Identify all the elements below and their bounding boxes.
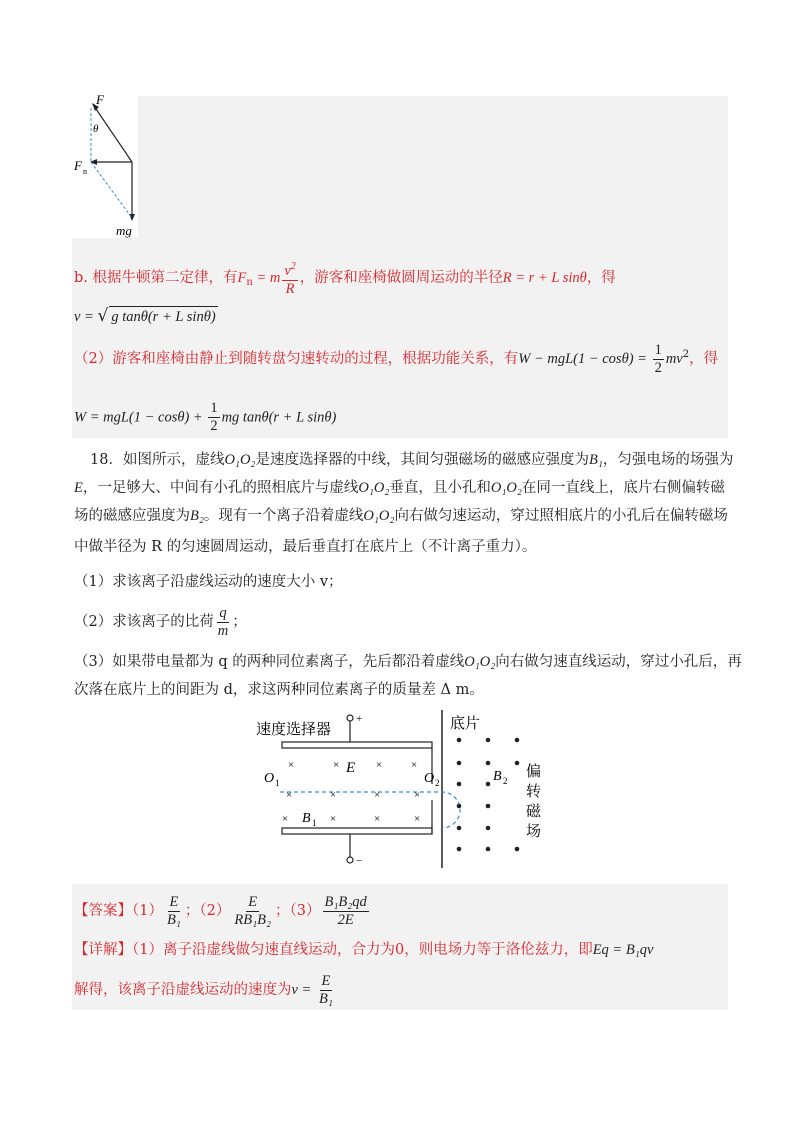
- eq-m: = m: [252, 270, 281, 286]
- half-frac: $\frac{1}{2}$: [654, 341, 662, 376]
- magnetic-field-dots: [457, 738, 520, 852]
- svg-text:2: 2: [503, 776, 508, 786]
- minus-terminal: [347, 857, 353, 863]
- plus-sign: +: [356, 713, 363, 725]
- lower-plate: [282, 828, 432, 834]
- answer-line: 【答案】（1） $\frac{E}{\text{B₁}}$ ；（2） $\frac{E}{\text{RB₁B₂}}$ ；（3） $\frac{\text{B₁B₂qd}}{2E}$: [74, 893, 367, 928]
- label-fn-sub: n: [83, 167, 87, 176]
- label-o1: O: [264, 771, 275, 786]
- svg-text:2: 2: [435, 778, 440, 788]
- q18-sub3-cont: 次落在底片上的间距为 d，求这两种同位素离子的质量差 Δ m。: [74, 682, 484, 698]
- q18-sub2: （2）求该离子的比荷 $\frac{q}{m}$ ；: [74, 604, 247, 639]
- q18-line3: 场的磁感应强度为B₂。现有一个离子沿着虚线O₁O₂向右做匀速运动，穿过照相底片的小孔后在偏转磁场: [74, 508, 728, 524]
- sol-b-line: [74, 258, 616, 299]
- deflect-3: 磁: [526, 802, 542, 820]
- sol-2-line: （2）游客和座椅由静止到随转盘匀速转动的过程，根据功能关系，有W − mgL(1 − cosθ) = $\frac{1}{2}$ $mv^2$，得: [74, 341, 719, 376]
- velocity-selector-diagram: [250, 708, 560, 870]
- deflect-2: 转: [526, 782, 542, 800]
- sol-b-text1: b. 根据牛顿第二定律，有: [74, 270, 238, 286]
- svg-text:1: 1: [312, 818, 317, 828]
- deflect-1: 偏: [526, 762, 542, 780]
- svg-text:×: ×: [330, 789, 337, 801]
- w-formula: W = mgL(1 − cosθ) + $\frac{1}{2}$ mg tanθ(r + L sinθ): [74, 400, 337, 434]
- svg-text:×: ×: [374, 813, 381, 825]
- plus-terminal: [347, 715, 353, 721]
- q18-line4: 中做半径为 R 的匀速圆周运动，最后垂直打在底片上（不计离子重力）。: [74, 539, 537, 555]
- detail-line2: 解得，该离子沿虚线运动的速度为v = $\frac{E}{\text{B₁}}$: [74, 972, 333, 1007]
- label-selector: 速度选择器: [256, 720, 332, 738]
- svg-text:×: ×: [374, 789, 381, 801]
- svg-text:×: ×: [286, 789, 293, 801]
- label-b2: B: [493, 769, 502, 784]
- label-o2: O: [424, 771, 435, 786]
- q18-sub3: （3）如果带电量都为 q 的两种同位素离子，先后都沿着虚线O₁O₂向右做匀速直线运动，穿过小孔后，再: [74, 654, 742, 670]
- minus-sign: −: [356, 855, 363, 867]
- svg-text:×: ×: [414, 789, 421, 801]
- energy-eq: W − mgL(1 − cosθ) =: [518, 351, 651, 367]
- deflect-4: 场: [526, 822, 542, 840]
- fn-symbol: F: [237, 270, 247, 286]
- svg-text:×: ×: [333, 759, 340, 771]
- label-mg: mg: [116, 223, 132, 238]
- upper-plate: [282, 742, 432, 748]
- detail-line: 【详解】（1）离子沿虚线做匀速直线运动，合力为0，则电场力等于洛伦兹力，即Eq = B₁qv: [74, 942, 654, 958]
- detail-tag: 【详解】: [74, 942, 132, 958]
- q18-sub1: （1）求该离子沿虚线运动的速度大小 v；: [74, 574, 343, 590]
- label-film: 底片: [450, 714, 481, 732]
- label-theta: θ: [93, 123, 99, 135]
- svg-text:×: ×: [411, 759, 418, 771]
- svg-text:×: ×: [330, 813, 337, 825]
- sol-2-text: （2）游客和座椅由静止到随转盘匀速转动的过程，根据功能关系，有: [74, 351, 519, 367]
- label-f: F: [96, 94, 104, 107]
- q18-line2: E，一足够大、中间有小孔的照相底片与虚线O₁O₂垂直，且小孔和O₁O₂在同一直线上，底片右侧偏转磁: [74, 480, 725, 496]
- force-diagram: [72, 94, 142, 240]
- v-formula: v = √ g tanθ(r + L sinθ): [74, 306, 216, 326]
- label-b1: B: [302, 811, 311, 826]
- svg-text:×: ×: [414, 813, 421, 825]
- radius-eq: R = r + L sinθ: [502, 270, 587, 286]
- sol-b-text3: ，得: [586, 270, 616, 286]
- svg-text:×: ×: [282, 813, 289, 825]
- fn-sub: n: [246, 277, 253, 288]
- label-fn: F: [74, 158, 82, 173]
- sol-b-text2: ，游客和座椅做圆周运动的半径: [299, 270, 503, 286]
- label-e: E: [346, 760, 356, 776]
- v2-over-r: $\frac{v^2}{R}$: [282, 258, 297, 298]
- svg-text:1: 1: [275, 778, 280, 788]
- svg-text:×: ×: [288, 759, 295, 771]
- answer-tag: 【答案】: [74, 903, 132, 919]
- q18-line1: 18．如图所示，虚线O₁O₂是速度选择器的中线，其间匀强磁场的磁感应强度为B₁，匀强电场的场强为: [90, 452, 734, 468]
- svg-text:×: ×: [376, 759, 383, 771]
